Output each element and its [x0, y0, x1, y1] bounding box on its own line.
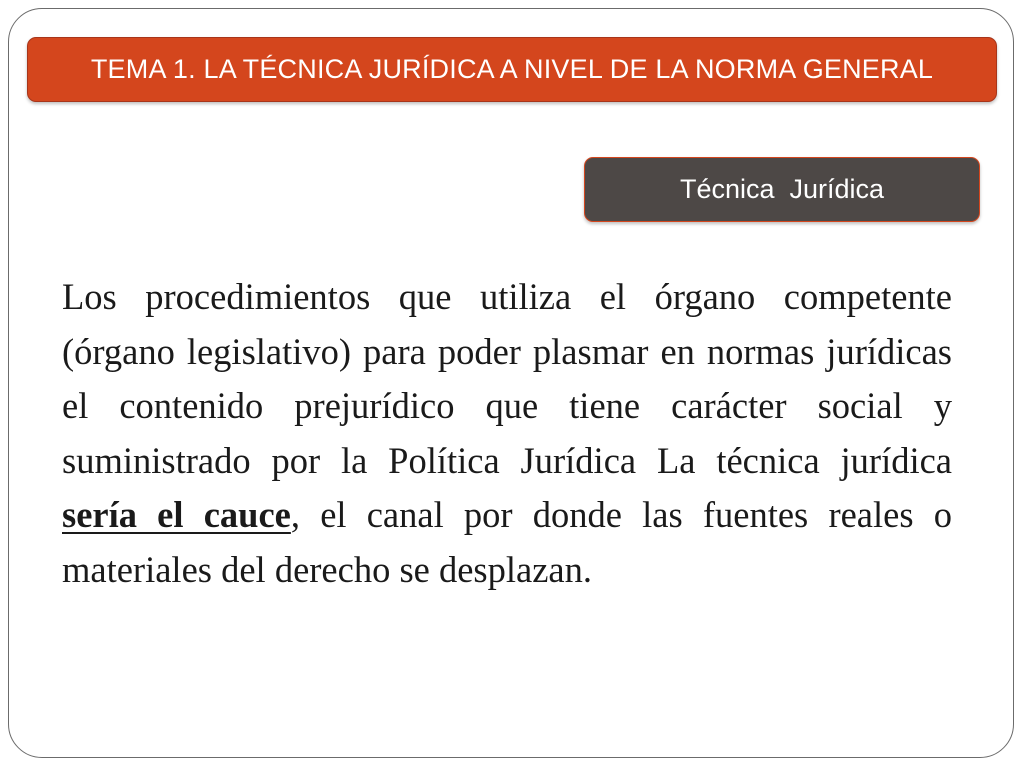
slide-subtitle: Técnica Jurídica: [679, 174, 885, 204]
body-paragraph: [62, 270, 952, 597]
body-emphasis: sería el cauce: [62, 494, 291, 535]
body-text-part1: Los procedimientos que utiliza el órgano competente (órgano legislativo) para poder plasmar en normas jurídicas el contenido prejurídico que tiene carácter social y suministrado por la Política Jurídica La técnica jurídica: [62, 276, 952, 481]
body-text-part2: , el canal por donde las fuentes reales o materiales del derecho se desplazan.: [62, 494, 952, 590]
subtitle-box: [584, 157, 980, 222]
title-bar: [27, 37, 997, 102]
slide-title: TEMA 1. LA TÉCNICA JURÍDICA A NIVEL DE LA NORMA GENERAL: [90, 54, 934, 84]
